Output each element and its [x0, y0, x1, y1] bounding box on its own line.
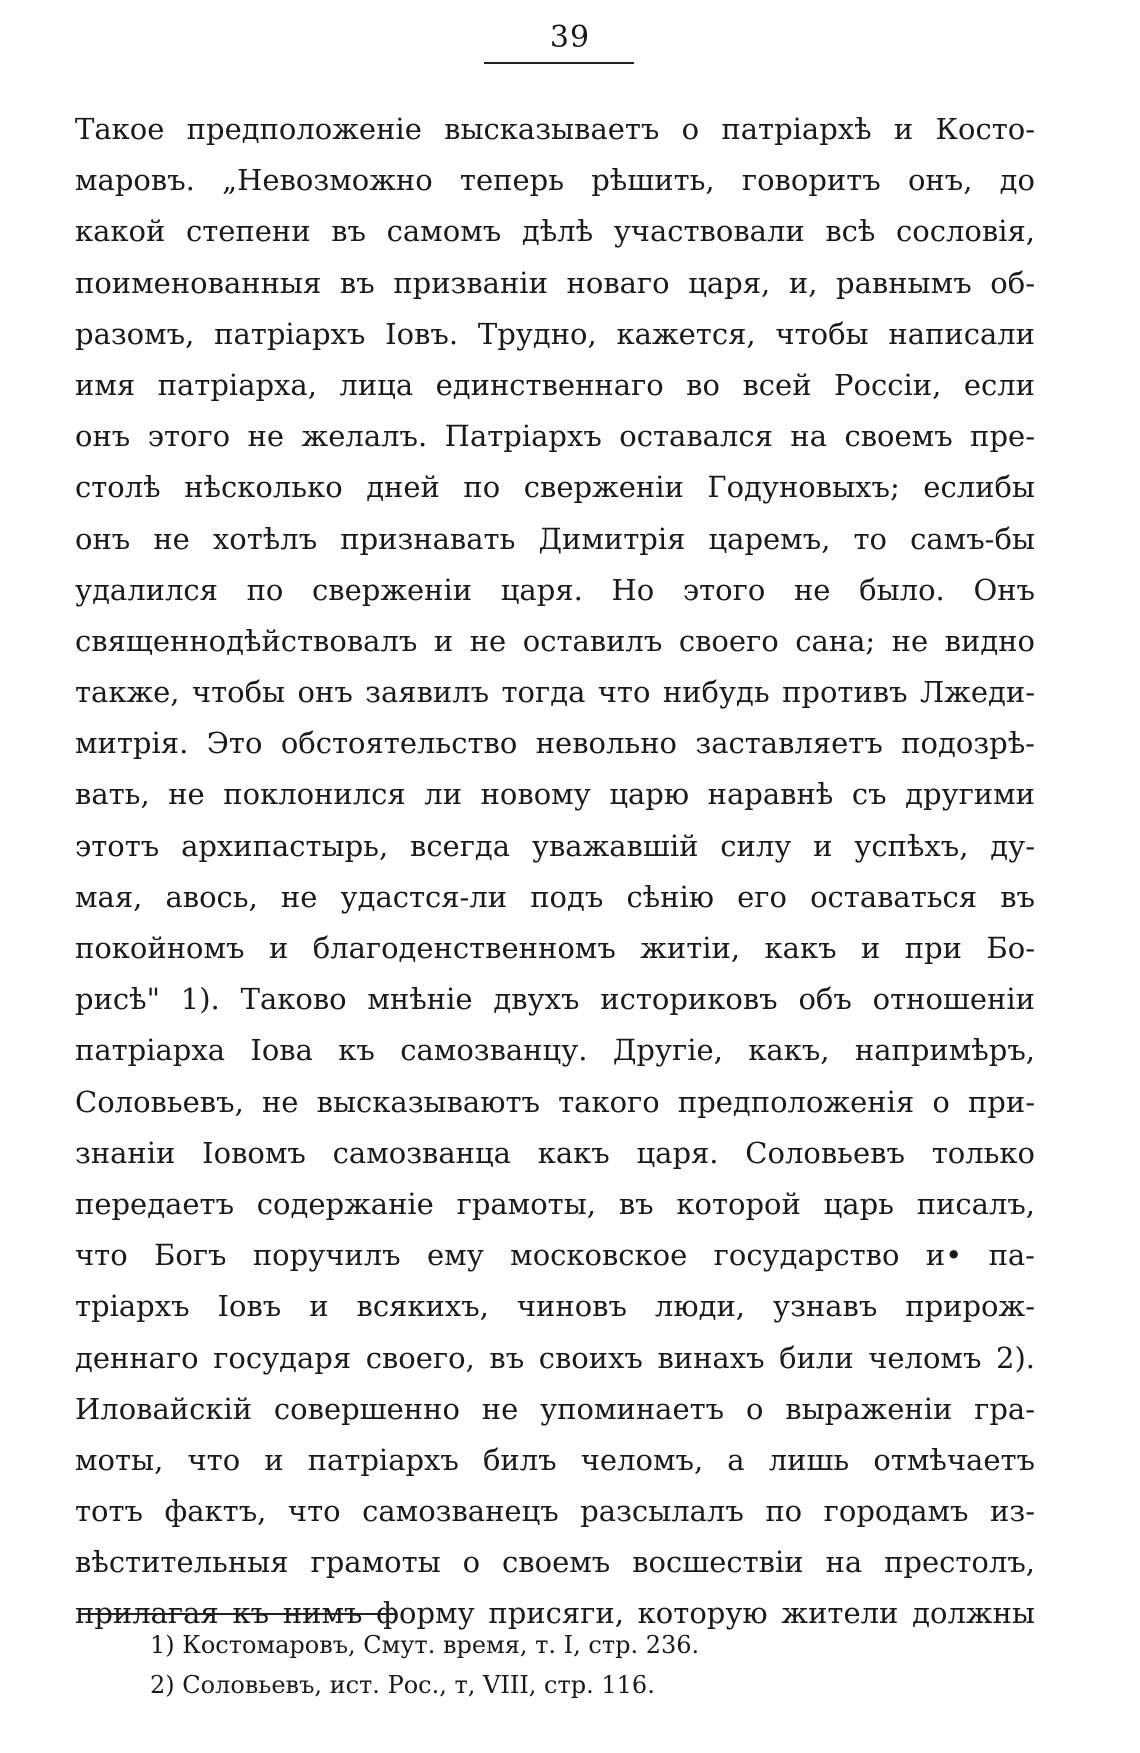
text-line: мая, авось, не удастся-ли подъ сѣнію его оставаться въ	[75, 879, 1035, 914]
text-line: патріарха Іова къ самозванцу. Другіе, какъ, напримѣръ,	[75, 1033, 1035, 1068]
text-line: онъ не хотѣлъ признавать Димитрія царемъ, то самъ-бы	[75, 521, 1035, 556]
text-line: что Богъ поручилъ ему московское государство и• па-	[75, 1238, 1035, 1273]
text-line: маровъ. „Невозможно теперь рѣшить, говоритъ онъ, до	[75, 163, 1035, 198]
text-line: передаетъ содержаніе грамоты, въ которой царь писалъ,	[75, 1186, 1035, 1221]
text-line: имя патріарха, лица единственнаго во всей Россіи, если	[75, 367, 1035, 402]
text-line: какой степени въ самомъ дѣлѣ участвовали всѣ сословія,	[75, 214, 1035, 249]
text-line: вать, не поклонился ли новому царю наравнѣ съ другими	[75, 777, 1035, 812]
text-line: тотъ фактъ, что самозванецъ разсылалъ по городамъ из-	[75, 1494, 1035, 1529]
text-line: этотъ архипастырь, всегда уважавшій силу и успѣхъ, ду-	[75, 828, 1035, 863]
text-line: онъ этого не желалъ. Патріархъ оставался на своемъ пре-	[75, 419, 1035, 454]
text-line: знаніи Іовомъ самозванца какъ царя. Соловьевъ только	[75, 1135, 1035, 1170]
text-line: столѣ нѣсколько дней по сверженіи Годуновыхъ; еслибы	[75, 470, 1035, 505]
page-number-rule	[484, 62, 634, 64]
text-line: поименованныя въ призваніи новаго царя, и, равнымъ об-	[75, 265, 1035, 300]
text-line: священнодѣйствовалъ и не оставилъ своего сана; не видно	[75, 623, 1035, 658]
text-line: Такое предположеніе высказываетъ о патріархѣ и Косто-	[75, 112, 1035, 146]
text-line: удалился по сверженіи царя. Но этого не было. Онъ	[75, 572, 1035, 607]
text-line: рисѣ" 1). Таково мнѣніе двухъ историковъ объ отношеніи	[75, 982, 1035, 1017]
text-line: прилагая къ нимъ форму присяги, которую жители должны	[75, 1596, 1035, 1631]
text-line: Иловайскій совершенно не упоминаетъ о выраженіи гра-	[75, 1391, 1035, 1426]
body-text	[75, 104, 1035, 1640]
text-line: митрія. Это обстоятельство невольно заставляетъ подозрѣ-	[75, 726, 1035, 761]
text-line: покойномъ и благоденственномъ житіи, какъ и при Бо-	[75, 931, 1035, 965]
text-line: Соловьевъ, не высказываютъ такого предположенія о при-	[75, 1084, 1035, 1119]
text-line: разомъ, патріархъ Іовъ. Трудно, кажется, чтобы написали	[75, 316, 1035, 351]
text-line: тріархъ Іовъ и всякихъ, чиновъ люди, узнавъ прирож-	[75, 1289, 1035, 1324]
text-line: деннаго государя своего, въ своихъ винахъ били челомъ 2).	[75, 1340, 1035, 1375]
footnote-2: 2) Соловьевъ, ист. Рос., т, VIII, стр. 116.	[150, 1671, 655, 1699]
text-line: вѣстительныя грамоты о своемъ восшествіи на престолъ,	[75, 1545, 1035, 1580]
footnote-rule	[78, 1613, 396, 1615]
text-line: моты, что и патріархъ билъ челомъ, а лишь отмѣчаетъ	[75, 1442, 1035, 1477]
page-number: 39	[549, 20, 591, 55]
text-line: также, чтобы онъ заявилъ тогда что нибудь противъ Лжеди-	[75, 675, 1035, 710]
footnote-1: 1) Костомаровъ, Смут. время, т. I, стр. 236.	[150, 1631, 700, 1659]
footnotes	[150, 1625, 1000, 1705]
